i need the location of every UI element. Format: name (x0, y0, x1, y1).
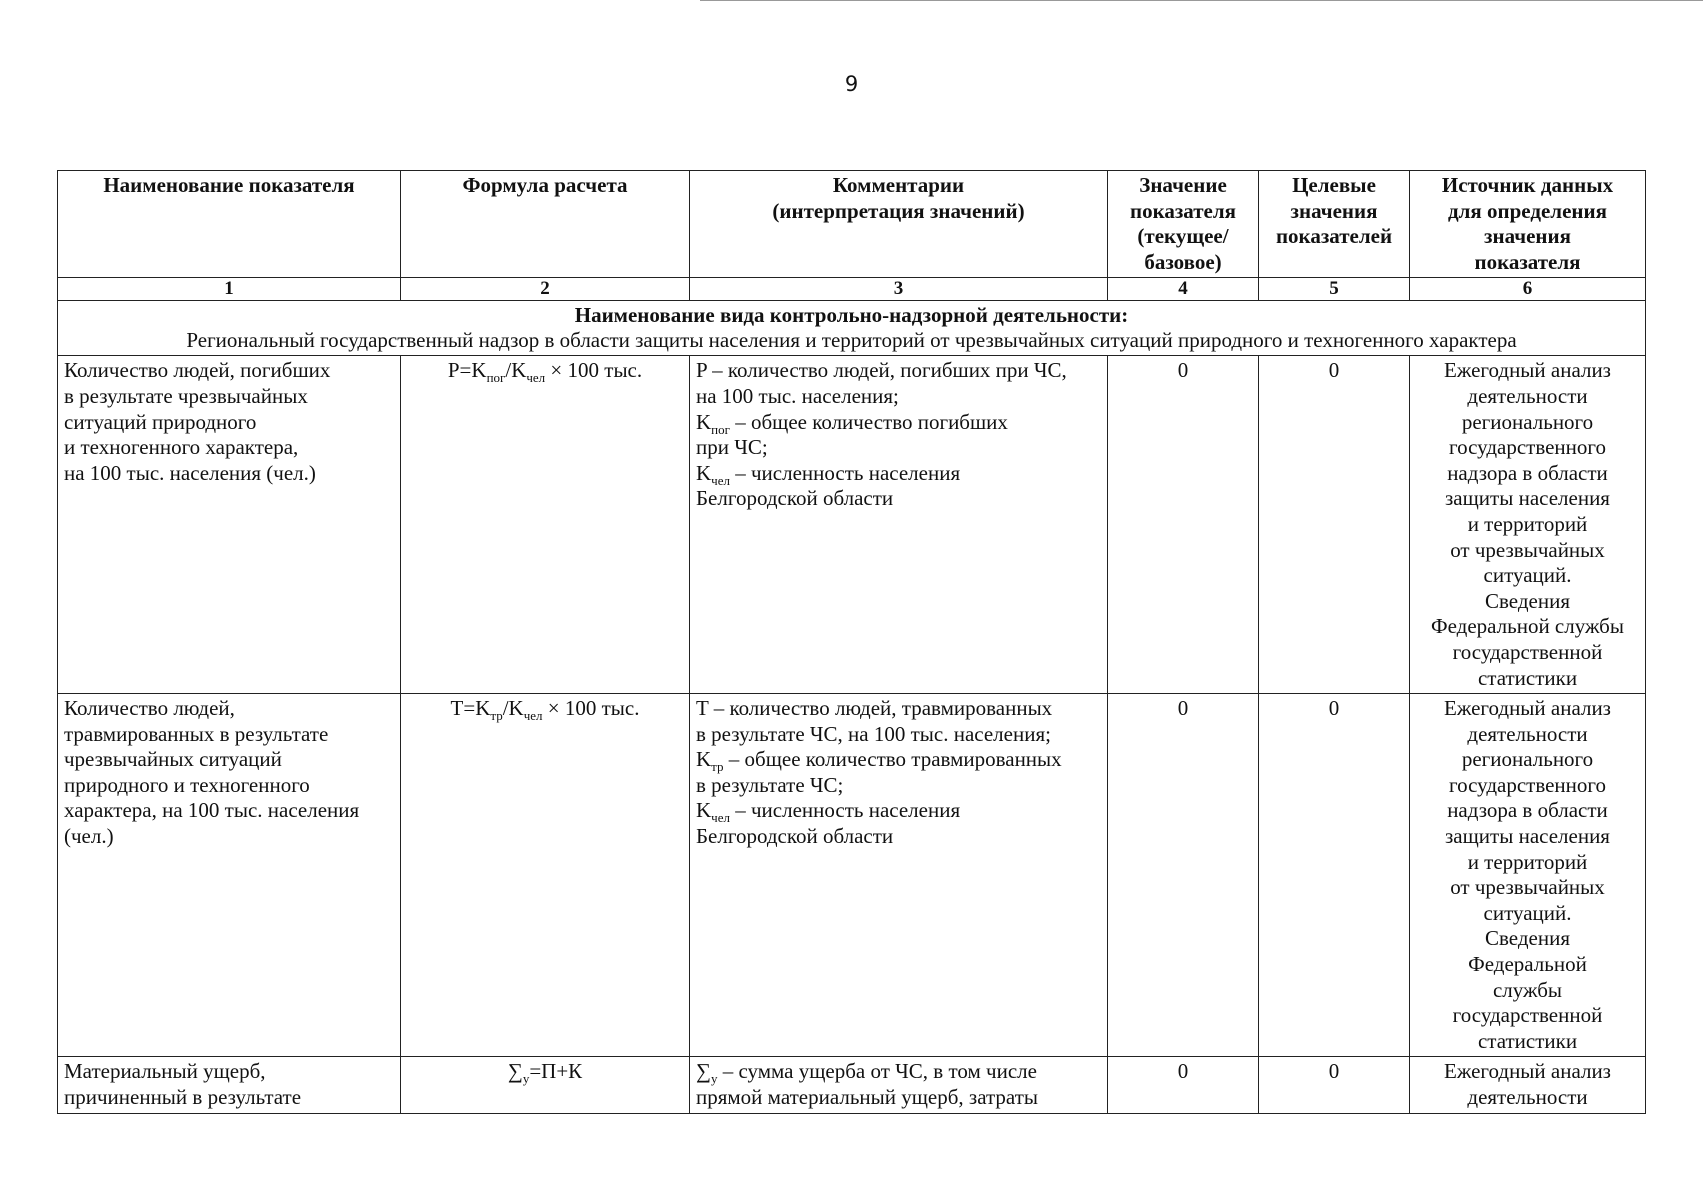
formula-text: T=K (450, 696, 491, 721)
source-cell (1410, 1057, 1646, 1113)
text-line: службы (1492, 977, 1563, 1002)
text: – общее количество травмированных (723, 747, 1062, 772)
text-line: ситуаций. (1483, 563, 1572, 588)
symbol-subscript: у (710, 1071, 718, 1087)
header-line: Значение (1139, 173, 1227, 197)
text-line: Федеральной службы (1431, 614, 1624, 639)
text: – численность населения (729, 460, 961, 485)
column-number: 1 (58, 278, 401, 301)
text-line: в результате чрезвычайных (64, 383, 308, 408)
text-line (696, 747, 1101, 773)
text-line: P – количество людей, погибших при ЧС, (696, 358, 1067, 383)
text-line: регионального (1461, 747, 1594, 772)
formula-subscript: чел (526, 370, 546, 386)
header-line: показателя (1129, 198, 1237, 223)
header-line: Наименование показателя (103, 173, 355, 197)
formula-text: P=K (447, 358, 487, 383)
text-line: ситуаций. (1483, 900, 1572, 925)
column-number: 4 (1108, 278, 1259, 301)
formula-text: /K (505, 358, 527, 383)
text-line: на 100 тыс. населения; (696, 383, 899, 408)
text-line: защиты населения (1445, 486, 1610, 511)
text-line: и территорий (1467, 511, 1588, 536)
header-current-value (1108, 171, 1259, 278)
text-line: травмированных в результате (64, 721, 329, 746)
header-line: для определения (1448, 198, 1607, 223)
formula-cell (401, 694, 690, 1057)
text-line: и территорий (1467, 849, 1588, 874)
source-cell (1410, 356, 1646, 694)
text-line: деятельности (1467, 383, 1588, 408)
text-line: Ежегодный анализ (1444, 1059, 1611, 1084)
text-line: прямой материальный ущерб, затраты (696, 1085, 1038, 1109)
text-line: (чел.) (64, 824, 114, 849)
text-line: государственного (1448, 435, 1607, 460)
text-line: надзора в области (1447, 798, 1608, 823)
header-row (58, 171, 1646, 278)
section-subtitle: Региональный государственный надзор в области защиты населения и территорий от чрезвычайных ситуаций природного и техногенного характера (186, 328, 1517, 353)
target-value-cell: 0 (1259, 1057, 1410, 1113)
page-number: 9 (844, 72, 859, 96)
text-line: Ежегодный анализ (1444, 696, 1611, 721)
header-comments (690, 171, 1108, 278)
formula-text: /K (502, 696, 524, 721)
header-line: значения (1484, 224, 1571, 249)
formula-text: × 100 тыс. (545, 358, 643, 383)
text-line: Сведения (1485, 588, 1570, 613)
section-row (58, 301, 1646, 356)
formula-cell (401, 1057, 690, 1113)
indicator-name-cell (58, 1057, 401, 1113)
current-value-cell: 0 (1108, 1057, 1259, 1113)
formula-subscript: чел (523, 708, 543, 724)
text-line: деятельности (1467, 1085, 1588, 1109)
text-line: на 100 тыс. населения (чел.) (64, 460, 316, 485)
header-line: (интерпретация значений) (772, 198, 1025, 223)
text-line: в результате ЧС, на 100 тыс. населения; (696, 721, 1051, 746)
table-row (58, 1057, 1646, 1113)
text: – общее количество погибших (729, 409, 1008, 434)
table-row (58, 694, 1646, 1057)
header-line: показателей (1275, 224, 1393, 249)
text-line: регионального (1461, 409, 1594, 434)
column-number: 5 (1259, 278, 1410, 301)
text-line: при ЧС; (696, 435, 768, 460)
column-number: 2 (401, 278, 690, 301)
formula-subscript: тр (490, 708, 503, 724)
indicator-name-cell (58, 694, 401, 1057)
header-line: (текущее/ (1137, 224, 1229, 249)
header-line: значения (1290, 198, 1378, 223)
text-line: ситуаций природного (64, 409, 257, 434)
formula-text: ∑ (507, 1059, 523, 1084)
formula-subscript: у (522, 1071, 530, 1087)
header-data-source (1410, 171, 1646, 278)
formula-text: × 100 тыс. (542, 696, 640, 721)
symbol-subscript: чел (711, 472, 730, 488)
text-line: Материальный ущерб, (64, 1059, 266, 1084)
indicator-name-cell (58, 356, 401, 694)
text: – сумма ущерба от ЧС, в том числе (717, 1059, 1037, 1084)
text-line: Белгородской области (696, 486, 894, 511)
section-title: Наименование вида контрольно-надзорной деятельности: (574, 303, 1129, 328)
text-line: от чрезвычайных (1450, 537, 1605, 562)
text-line: природного и техногенного (64, 772, 310, 797)
comment-cell (690, 694, 1108, 1057)
text-line (696, 461, 1101, 487)
text-line: причиненный в результате (64, 1085, 302, 1109)
table-row (58, 356, 1646, 694)
text-line (696, 1059, 1101, 1085)
column-number: 6 (1410, 278, 1646, 301)
symbol: ∑ (696, 1059, 711, 1084)
formula-text: =П+К (529, 1059, 583, 1084)
text-line: Количество людей, (64, 696, 235, 721)
text-line: Федеральной (1468, 952, 1587, 977)
current-value-cell: 0 (1108, 694, 1259, 1057)
header-formula (401, 171, 690, 278)
text-line: надзора в области (1447, 460, 1608, 485)
header-line: показателя (1474, 249, 1581, 274)
text-line: Ежегодный анализ (1444, 358, 1611, 383)
formula-cell (401, 356, 690, 694)
text-line: в результате ЧС; (696, 772, 844, 797)
symbol: K (696, 460, 712, 485)
text-line: Сведения (1485, 926, 1570, 951)
text-line: и техногенного характера, (64, 435, 299, 460)
text: – численность населения (729, 798, 961, 823)
symbol-subscript: чел (711, 810, 730, 826)
indicators-table (57, 170, 1646, 1114)
symbol-subscript: пог (711, 421, 730, 437)
text-line: Количество людей, погибших (64, 358, 331, 383)
comment-cell (690, 1057, 1108, 1113)
column-number: 3 (690, 278, 1108, 301)
section-cell (58, 301, 1646, 356)
target-value-cell: 0 (1259, 694, 1410, 1057)
text-line: Белгородской области (696, 824, 894, 849)
text-line: статистики (1477, 1028, 1578, 1053)
text-line: деятельности (1467, 721, 1588, 746)
text-line: государственной (1452, 1003, 1603, 1028)
symbol: K (696, 798, 712, 823)
symbol: K (696, 747, 712, 772)
header-line: Источник данных (1441, 173, 1614, 197)
column-number-row (58, 278, 1646, 301)
text-line: защиты населения (1445, 824, 1610, 849)
header-line: Формула расчета (462, 173, 628, 197)
symbol-subscript: тр (711, 759, 724, 775)
text-line: статистики (1477, 665, 1578, 690)
comment-cell (690, 356, 1108, 694)
text-line: государственной (1452, 639, 1603, 664)
text-line: государственного (1448, 772, 1607, 797)
source-cell (1410, 694, 1646, 1057)
text-line: характера, на 100 тыс. населения (64, 798, 360, 823)
text-line (696, 410, 1101, 436)
header-target-values (1259, 171, 1410, 278)
header-line: Комментарии (832, 173, 965, 197)
scan-edge-line (700, 0, 1703, 1)
header-indicator-name (58, 171, 401, 278)
current-value-cell: 0 (1108, 356, 1259, 694)
text-line: чрезвычайных ситуаций (64, 747, 282, 772)
header-line: Целевые (1292, 173, 1376, 197)
formula-subscript: пог (486, 370, 506, 386)
header-line: базовое) (1144, 249, 1222, 274)
target-value-cell: 0 (1259, 356, 1410, 694)
text-line (696, 798, 1101, 824)
text-line: T – количество людей, травмированных (696, 696, 1053, 721)
text-line: от чрезвычайных (1450, 875, 1605, 900)
symbol: K (696, 409, 712, 434)
